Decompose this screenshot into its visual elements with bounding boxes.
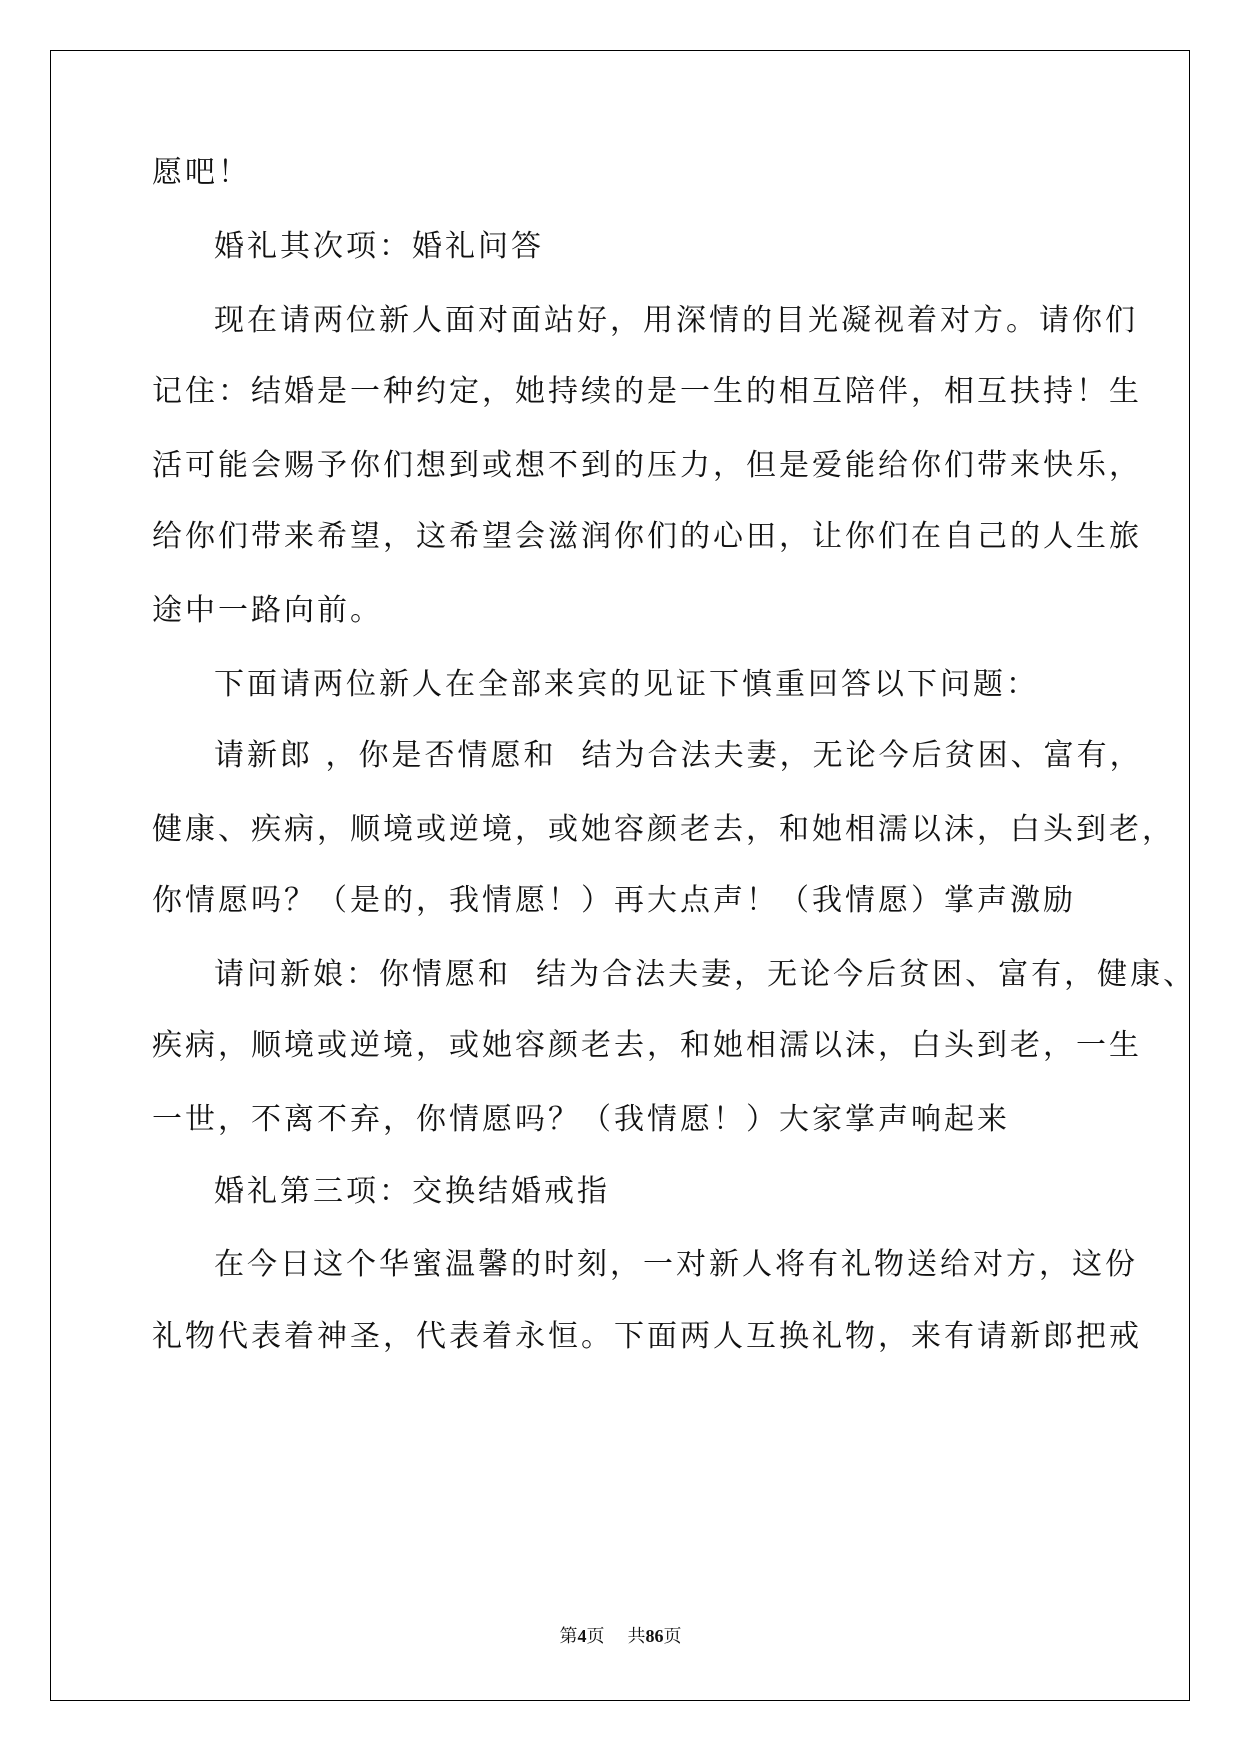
total-prefix: 共 [627, 1626, 646, 1647]
paragraph-line: 在今日这个华蜜温馨的时刻，一对新人将有礼物送给对方，这份 [214, 1247, 1138, 1282]
paragraph-line: 疾病，顺境或逆境，或她容颜老去，和她相濡以沫，白头到老，一生 [152, 1028, 1142, 1063]
paragraph-line: 现在请两位新人面对面站好，用深情的目光凝视着对方。请你们 [214, 303, 1138, 338]
total-suffix: 页 [663, 1626, 682, 1647]
section-heading: 婚礼第三项：交换结婚戒指 [214, 1174, 610, 1209]
page-prefix: 第 [559, 1626, 578, 1647]
paragraph-line: 一世，不离不弃，你情愿吗？（我情愿！）大家掌声响起来 [152, 1102, 1010, 1137]
paragraph-line: 请问新娘：你情愿和 结为合法夫妻，无论今后贫困、富有，健康、 [214, 957, 1197, 992]
page-number: 4 [577, 1626, 587, 1646]
paragraph-line: 下面请两位新人在全部来宾的见证下慎重回答以下问题： [214, 667, 1039, 702]
total-pages: 86 [645, 1626, 664, 1646]
paragraph-line: 礼物代表着神圣，代表着永恒。下面两人互换礼物，来有请新郎把戒 [152, 1319, 1142, 1354]
paragraph-line: 给你们带来希望，这希望会滋润你们的心田，让你们在自己的人生旅 [152, 519, 1142, 554]
paragraph-line: 请新郎 ，你是否情愿和 结为合法夫妻，无论今后贫困、富有， [214, 738, 1143, 773]
paragraph-line: 途中一路向前。 [152, 593, 383, 628]
paragraph-line: 活可能会赐予你们想到或想不到的压力，但是爱能给你们带来快乐， [152, 448, 1142, 483]
page-suffix: 页 [586, 1626, 605, 1647]
section-heading: 婚礼其次项：婚礼问答 [214, 229, 544, 264]
paragraph-line: 记住：结婚是一种约定，她持续的是一生的相互陪伴，相互扶持！生 [152, 374, 1142, 409]
text-line: 愿吧！ [152, 155, 251, 190]
paragraph-line: 健康、疾病，顺境或逆境，或她容颜老去，和她相濡以沫，白头到老， [152, 812, 1175, 847]
page-footer [0, 1622, 1241, 1648]
paragraph-line: 你情愿吗？（是的，我情愿！）再大点声！（我情愿）掌声激励 [152, 883, 1076, 918]
page-frame [50, 50, 1190, 1701]
